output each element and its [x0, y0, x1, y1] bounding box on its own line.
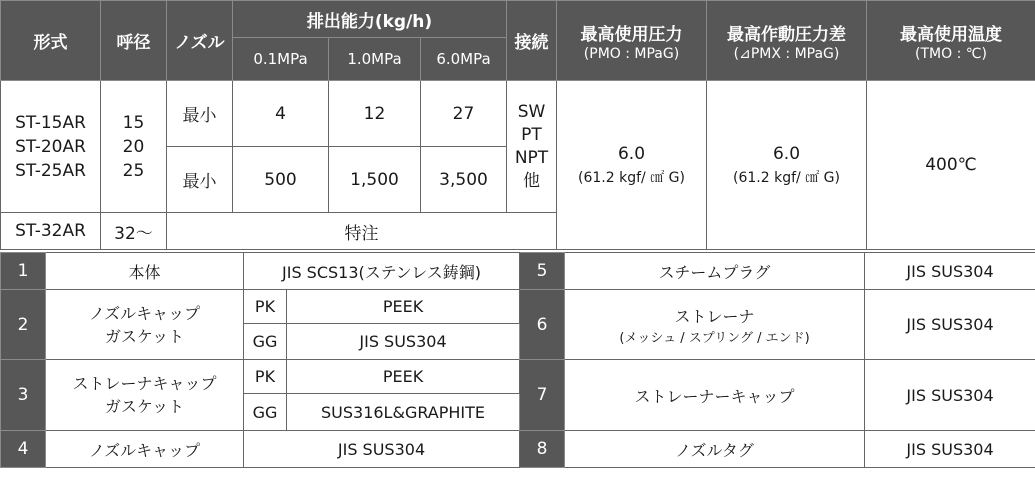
part-number: 1 — [1, 253, 46, 290]
material-code: PK — [244, 290, 287, 324]
capacity-cell: 27 — [421, 81, 507, 147]
size-item: 25 — [122, 160, 145, 181]
special-size: 32〜 — [101, 213, 167, 250]
part-number: 3 — [1, 360, 46, 431]
pmo-unit: (PMO : MPaG) — [583, 45, 680, 62]
capacity-cell: 500 — [233, 147, 329, 213]
part-number: 6 — [520, 290, 565, 360]
pmx-unit: (⊿PMX : MPaG) — [733, 45, 840, 62]
pmo-value: 6.0 — [617, 143, 646, 164]
pmx-value-cell — [707, 81, 867, 250]
pmx-value: 6.0 — [772, 143, 801, 164]
header-max-operating-pressure — [557, 1, 707, 81]
size-item: 20 — [122, 136, 145, 157]
header-nozzle: ノズル — [167, 1, 233, 81]
nozzle-cell: 最小 — [167, 81, 233, 147]
header-max-operating-temperature — [867, 1, 1035, 81]
special-model: ST-32AR — [1, 213, 101, 250]
part-material: JIS SUS304 — [287, 324, 520, 360]
material-code: PK — [244, 360, 287, 394]
size-list — [101, 81, 167, 213]
part-material: PEEK — [287, 290, 520, 324]
header-nominal-size: 呼径 — [101, 1, 167, 81]
model-item: ST-15AR — [15, 112, 86, 133]
part-material: JIS SUS304 — [865, 253, 1035, 290]
part-number: 8 — [520, 431, 565, 468]
header-pressure-1-0: 1.0MPa — [329, 38, 421, 81]
header-max-differential-pressure — [707, 1, 867, 81]
part-material: JIS SCS13(ステンレス鋳鋼) — [244, 253, 520, 290]
pmo-kgf: (61.2 kgf/ ㎠ G) — [578, 169, 685, 186]
material-code: GG — [244, 394, 287, 431]
connection-item: 他 — [523, 170, 540, 191]
part-material: JIS SUS304 — [244, 431, 520, 468]
part-material: JIS SUS304 — [865, 360, 1035, 431]
part-number: 5 — [520, 253, 565, 290]
part-name-line: ストレーナキャップ — [72, 374, 217, 393]
part-name-line: ガスケット — [104, 397, 185, 416]
connection-list — [507, 81, 557, 213]
part-name: ストレーナーキャップ — [565, 360, 865, 431]
part-material: JIS SUS304 — [865, 431, 1035, 468]
connection-item: SW — [517, 101, 546, 122]
part-material: JIS SUS304 — [865, 290, 1035, 360]
size-item: 15 — [122, 112, 145, 133]
part-name-line: ノズルキャップ — [88, 303, 201, 323]
header-discharge-capacity: 排出能力(kg/h) — [233, 1, 507, 38]
material-code: GG — [244, 324, 287, 360]
part-name — [565, 290, 865, 360]
part-number: 2 — [1, 290, 46, 360]
pmx-label: 最高作動圧力差 — [727, 24, 846, 45]
pmo-value-cell — [557, 81, 707, 250]
header-pressure-0-1: 0.1MPa — [233, 38, 329, 81]
part-name: ノズルタグ — [565, 431, 865, 468]
pmx-kgf: (61.2 kgf/ ㎠ G) — [733, 169, 840, 186]
tmo-value: 400℃ — [867, 81, 1035, 250]
part-number: 4 — [1, 431, 46, 468]
parts-table — [0, 252, 1035, 468]
special-order-note: 特注 — [167, 213, 557, 250]
part-material: SUS316L&GRAPHITE — [287, 394, 520, 431]
capacity-cell: 4 — [233, 81, 329, 147]
part-name-line: ガスケット — [104, 326, 185, 346]
part-name-sub: (メッシュ / スプリング / エンド) — [619, 330, 810, 346]
part-name: スチームプラグ — [565, 253, 865, 290]
tmo-unit: (TMO : ℃) — [915, 45, 987, 62]
part-material: PEEK — [287, 360, 520, 394]
part-name-line: ストレーナ — [674, 306, 755, 326]
capacity-cell: 1,500 — [329, 147, 421, 213]
capacity-cell: 12 — [329, 81, 421, 147]
part-name: ノズルキャップ — [46, 431, 244, 468]
header-pressure-6-0: 6.0MPa — [421, 38, 507, 81]
capacity-cell: 3,500 — [421, 147, 507, 213]
nozzle-cell: 最小 — [167, 147, 233, 213]
header-model: 形式 — [1, 1, 101, 81]
connection-item: NPT — [514, 147, 549, 168]
part-number: 7 — [520, 360, 565, 431]
header-connection: 接続 — [507, 1, 557, 81]
pmo-label: 最高使用圧力 — [580, 24, 683, 45]
tmo-label: 最高使用温度 — [900, 24, 1002, 45]
model-item: ST-20AR — [15, 136, 86, 157]
connection-item: PT — [521, 124, 542, 145]
part-name: 本体 — [46, 253, 244, 290]
part-name — [46, 360, 244, 431]
model-list — [1, 81, 101, 213]
part-name — [46, 290, 244, 360]
model-item: ST-25AR — [15, 160, 86, 181]
